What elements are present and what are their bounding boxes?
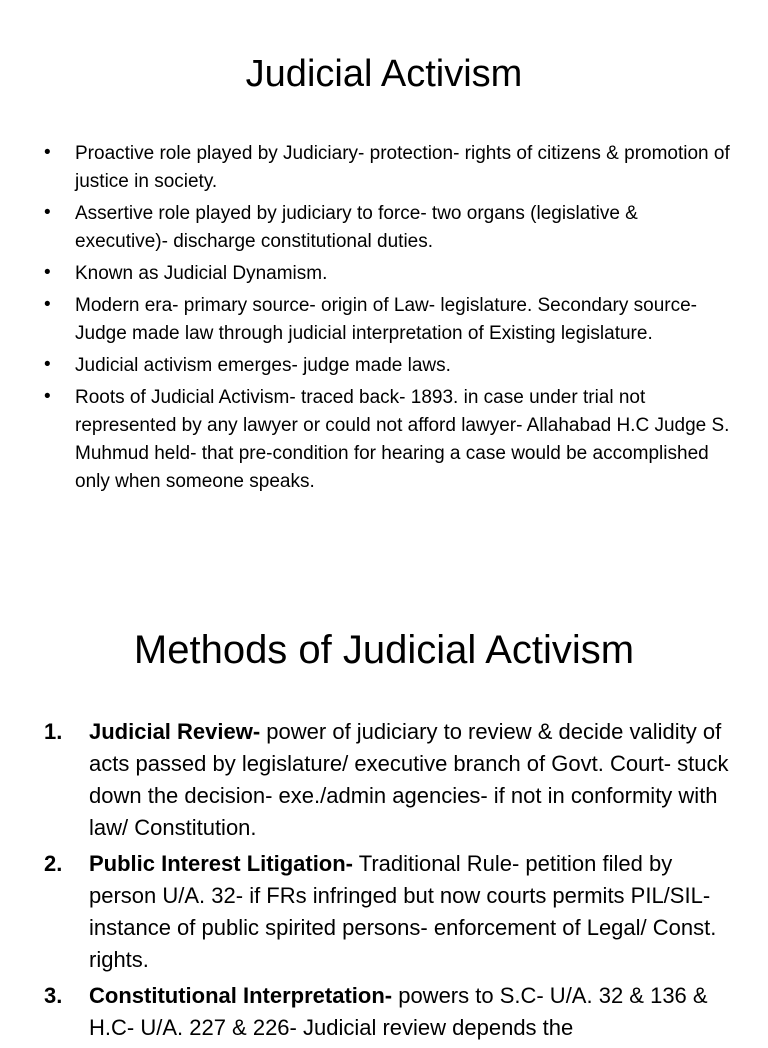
bullet-item — [44, 292, 734, 348]
bullet-item — [44, 352, 734, 380]
bullet-dot-icon: • — [44, 262, 51, 283]
bullet-text: Known as Judicial Dynamism. — [75, 263, 328, 284]
item-term: Constitutional Interpretation- — [89, 983, 393, 1008]
bullet-dot-icon: • — [44, 142, 51, 163]
slide-methods-of-judicial-activism — [0, 576, 768, 1040]
bullet-text: Modern era- primary source- origin of Law- legislature. Secondary source- Judge made law through judicial interpretation of Existing legislature. — [75, 295, 697, 344]
item-term: Public Interest Litigation- — [89, 851, 354, 876]
list-item — [44, 716, 734, 844]
bullet-dot-icon: • — [44, 294, 51, 315]
bullet-list — [44, 140, 734, 500]
bullet-text: Roots of Judicial Activism- traced back- 1893. in case under trial not represented by any lawyer or could not afford lawyer- Allahabad H.C Judge S. Muhmud held- that pre-condition for hearing a case would be accomplished only when someone speaks. — [75, 387, 730, 492]
item-text: power of judiciary to review & decide validity of acts passed by legislature/ executive branch of Govt. Court- stuck down the decision- exe./admin agencies- if not in conformity with law/ Constitution. — [89, 719, 729, 840]
list-item — [44, 980, 734, 1044]
bullet-dot-icon: • — [44, 386, 51, 407]
slide-title: Methods of Judicial Activism — [133, 628, 635, 672]
bullet-item — [44, 384, 734, 496]
bullet-item — [44, 200, 734, 256]
bullet-text: Assertive role played by judiciary to force- two organs (legislative & executive)- discharge constitutional duties. — [75, 203, 638, 252]
item-text: Traditional Rule- petition filed by person U/A. 32- if FRs infringed but now courts permits PIL/SIL- instance of public spirited persons- enforcement of Legal/ Const. rights. — [89, 851, 717, 972]
item-number: 2. — [44, 851, 63, 876]
bullet-text: Judicial activism emerges- judge made laws. — [75, 355, 451, 376]
numbered-list — [44, 716, 734, 1048]
bullet-dot-icon: • — [44, 354, 51, 375]
bullet-text: Proactive role played by Judiciary- protection- rights of citizens & promotion of justice in society. — [75, 143, 730, 192]
item-text: powers to S.C- U/A. 32 & 136 & H.C- U/A. 227 & 226- Judicial review depends the — [89, 983, 708, 1040]
bullet-dot-icon: • — [44, 202, 51, 223]
item-number: 1. — [44, 719, 63, 744]
bullet-item — [44, 140, 734, 196]
item-term: Judicial Review- — [89, 719, 261, 744]
slide-title: Judicial Activism — [245, 53, 523, 95]
list-item — [44, 848, 734, 976]
bullet-item — [44, 260, 734, 288]
item-number: 3. — [44, 983, 63, 1008]
